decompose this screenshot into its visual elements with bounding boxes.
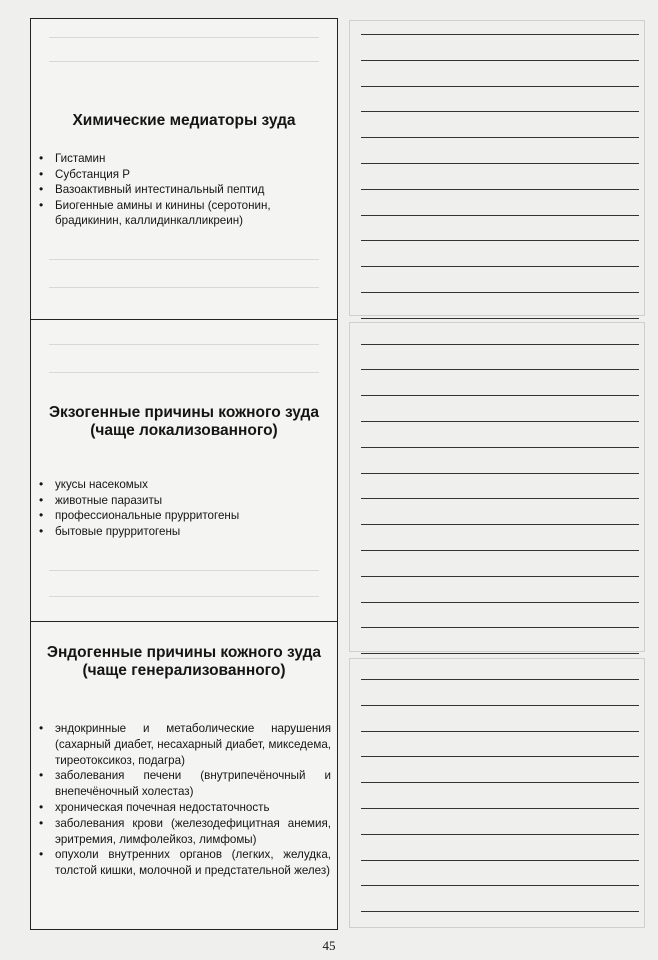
ruled-line — [361, 498, 639, 499]
ruled-line — [361, 756, 639, 757]
list-item: • хроническая почечная недостаточность — [37, 800, 331, 816]
ruled-line — [361, 860, 639, 861]
section-chemical-mediators — [31, 19, 337, 319]
faint-rule — [49, 287, 319, 288]
ruled-line — [361, 447, 639, 448]
ruled-line — [361, 524, 639, 525]
ruled-line — [361, 911, 639, 912]
list-item: • укусы насекомых — [37, 477, 331, 493]
faint-rule — [49, 61, 319, 62]
ruled-line — [361, 421, 639, 422]
ruled-line — [361, 369, 639, 370]
ruled-line — [361, 679, 639, 680]
ruled-line — [361, 189, 639, 190]
ruled-line — [361, 34, 639, 35]
faint-rule — [49, 344, 319, 345]
ruled-line — [361, 318, 639, 319]
notes-column — [347, 18, 647, 930]
ruled-line — [361, 885, 639, 886]
page-number: 45 — [322, 938, 336, 953]
ruled-line — [361, 111, 639, 112]
section-endogenous-causes — [31, 621, 337, 931]
list-item: • Субстанция Р — [37, 167, 331, 183]
ruled-line — [361, 215, 639, 216]
faint-rule — [49, 596, 319, 597]
ruled-line — [361, 705, 639, 706]
ruled-line — [361, 653, 639, 654]
bullet-list — [37, 721, 331, 879]
ruled-line — [361, 60, 639, 61]
list-item: • эндокринные и метаболические нарушения (сахарный диабет, несахарный диабет, микседема, тиреотоксикоз, подагра) — [37, 721, 331, 768]
ruled-line — [361, 344, 639, 345]
ruled-line — [361, 395, 639, 396]
bullet-list — [37, 151, 331, 229]
faint-rule — [49, 37, 319, 38]
list-item: • бытовые прурритогены — [37, 524, 331, 540]
faint-rule — [49, 259, 319, 260]
ruled-line — [361, 627, 639, 628]
list-item: • животные паразиты — [37, 493, 331, 509]
list-item: • Вазоактивный интестинальный пептид — [37, 182, 331, 198]
list-item: • профессиональные прурритогены — [37, 508, 331, 524]
left-column — [30, 18, 338, 930]
ruled-line — [361, 782, 639, 783]
section-title: Экзогенные причины кожного зуда (чаще локализованного) — [48, 404, 319, 439]
faint-rule — [49, 372, 319, 373]
bullet-list — [37, 477, 331, 539]
ruled-line — [361, 834, 639, 835]
ruled-line — [361, 602, 639, 603]
list-item: • Биогенные амины и кинины (серотонин, брадикинин, каллидинкалликреин) — [37, 198, 331, 229]
ruled-line — [361, 473, 639, 474]
ruled-line — [361, 240, 639, 241]
ruled-line — [361, 292, 639, 293]
ruled-line — [361, 266, 639, 267]
section-title: Химические медиаторы зуда — [72, 112, 296, 129]
notes-box — [349, 658, 645, 928]
list-item: • заболевания крови (железодефицитная анемия, эритремия, лимфолейкоз, лимфомы) — [37, 816, 331, 848]
ruled-line — [361, 576, 639, 577]
section-title: Эндогенные причины кожного зуда (чаще генерализованного) — [46, 644, 322, 679]
ruled-line — [361, 731, 639, 732]
list-item: • заболевания печени (внутрипечёночный и внепечёночный холестаз) — [37, 768, 331, 800]
notes-box — [349, 20, 645, 316]
ruled-line — [361, 86, 639, 87]
ruled-line — [361, 137, 639, 138]
ruled-line — [361, 808, 639, 809]
list-item: • опухоли внутренних органов (легких, желудка, толстой кишки, молочной и предстательной желез) — [37, 847, 331, 879]
list-item: • Гистамин — [37, 151, 331, 167]
section-exogenous-causes — [31, 319, 337, 621]
ruled-line — [361, 550, 639, 551]
faint-rule — [49, 570, 319, 571]
ruled-line — [361, 163, 639, 164]
